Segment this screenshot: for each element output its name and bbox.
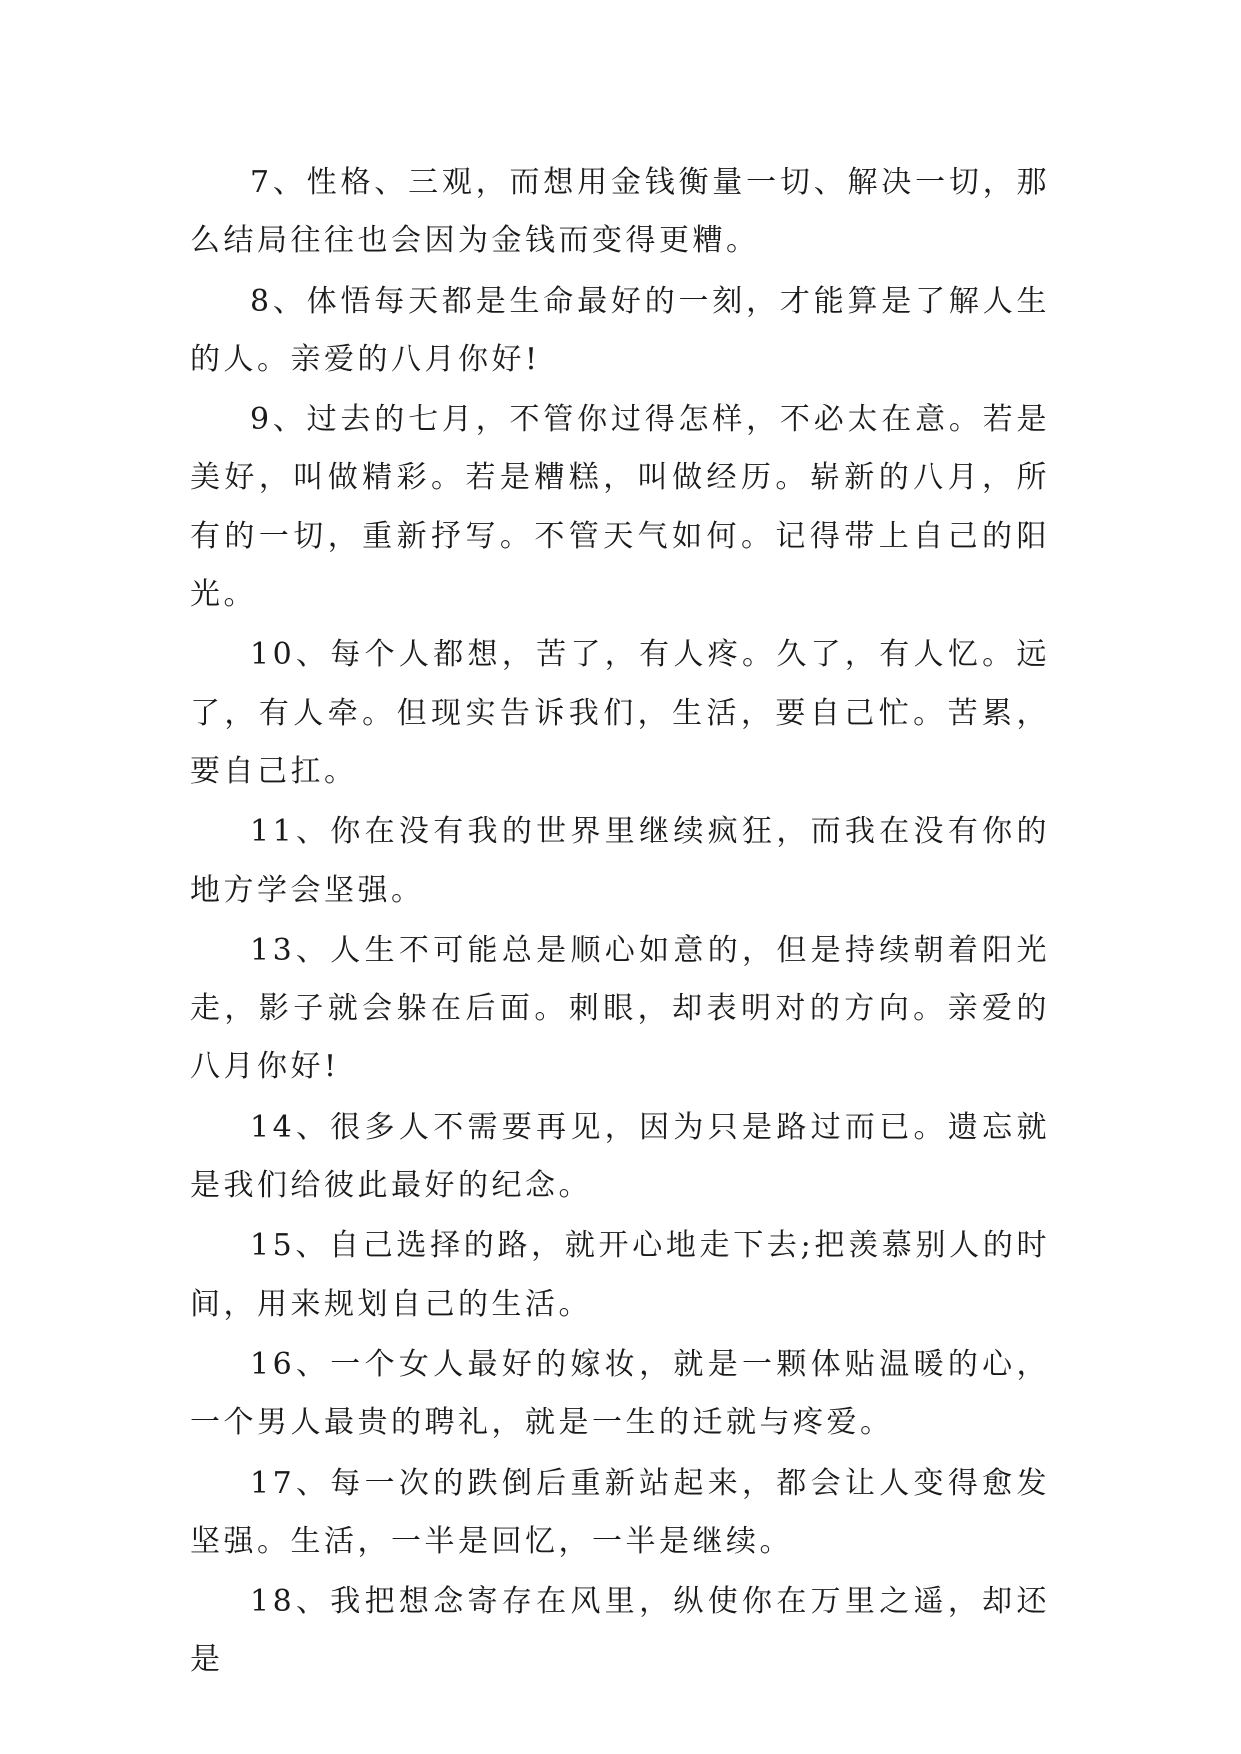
paragraph-14: 14、很多人不需要再见，因为只是路过而已。遗忘就是我们给彼此最好的纪念。 [190,1109,1050,1204]
paragraph-15: 15、自己选择的路，就开心地走下去;把羡慕别人的时间，用来规划自己的生活。 [190,1228,1050,1322]
paragraph-10: 10、每个人都想，苦了，有人疼。久了，有人忆。远了，有人牵。但现实告诉我们，生活，要自己忙。苦累，要自己扛。 [190,637,1050,789]
paragraph-9: 9、过去的七月，不管你过得怎样，不必太在意。若是美好，叫做精彩。若是糟糕，叫做经历。崭新的八月，所有的一切，重新抒写。不管天气如何。记得带上自己的阳光。 [190,402,1050,613]
paragraph-13: 13、人生不可能总是顺心如意的，但是持续朝着阳光走，影子就会躲在后面。刺眼，却表明对的方向。亲爱的八月你好! [190,932,1050,1085]
paragraph-18: 18、我把想念寄存在风里，纵使你在万里之遥，却还是 [190,1584,1050,1678]
paragraph-17: 17、每一次的跌倒后重新站起来，都会让人变得愈发坚强。生活，一半是回忆，一半是继续。 [190,1465,1050,1559]
paragraph-8: 8、体悟每天都是生命最好的一刻，才能算是了解人生的人。亲爱的八月你好! [190,283,1050,377]
document-body [190,154,1050,1692]
paragraph-11: 11、你在没有我的世界里继续疯狂，而我在没有你的地方学会坚强。 [190,814,1050,908]
paragraph-7: 7、性格、三观，而想用金钱衡量一切、解决一切，那么结局往往也会因为金钱而变得更糟。 [190,165,1050,259]
paragraph-16: 16、一个女人最好的嫁妆，就是一颗体贴温暖的心，一个男人最贵的聘礼，就是一生的迁就与疼爱。 [190,1346,1050,1441]
